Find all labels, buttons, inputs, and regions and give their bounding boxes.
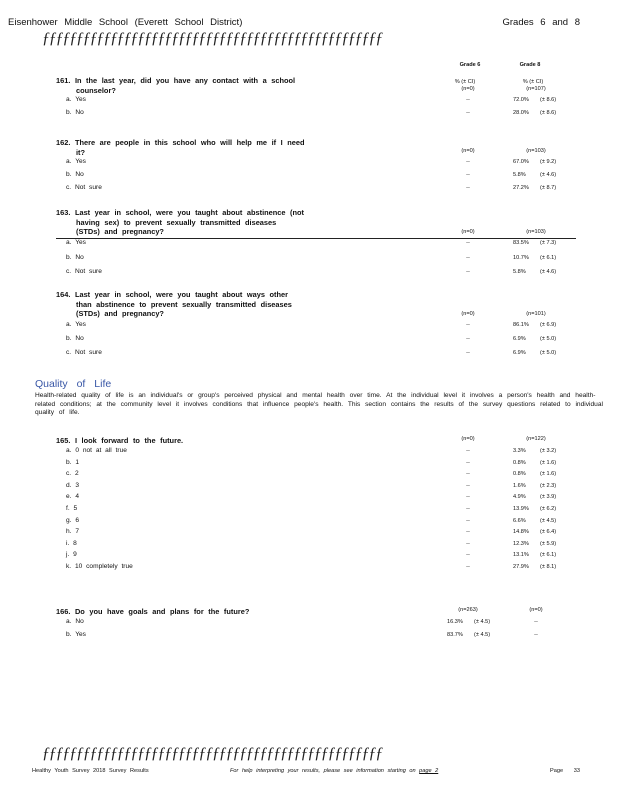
grade8-ci: (± 1.6) [540, 459, 557, 466]
footer-help-link[interactable]: page 2 [419, 768, 439, 774]
grade6-value: -- [466, 529, 470, 536]
question-text: counselor? [76, 85, 116, 95]
option-label: a. 0 not at all true [66, 447, 127, 454]
grade8-ci: (± 6.2) [540, 506, 557, 512]
grade6-value: -- [466, 159, 470, 165]
grade8-percent: 86.1% [513, 322, 529, 328]
grade8-percent: 13.9% [513, 506, 529, 512]
footer-survey-name: Healthy Youth Survey 2018 Survey Results [32, 768, 149, 774]
n-grade8: (n=0) [529, 607, 543, 613]
grade8-ci: (± 8.6) [540, 97, 557, 103]
option-label: i. 8 [66, 539, 77, 547]
n-grade8: (n=122) [526, 436, 546, 442]
col-ci-grade8: % (± CI) [522, 79, 544, 85]
question-text: 165. I look forward to the future. [56, 436, 184, 445]
option-label: a. Yes [66, 96, 86, 103]
n-grade6: (n=0) [461, 148, 475, 154]
row-divider [56, 238, 576, 239]
option-label: b. No [66, 109, 84, 116]
col-header-grade6: Grade 6 [459, 62, 481, 68]
grade6-value: -- [466, 494, 470, 501]
footer-page-number: 33 [573, 768, 580, 774]
col-header-grade8: Grade 8 [519, 62, 541, 68]
section-title: Quality of Life [35, 378, 112, 390]
n-grade8: (n=103) [526, 148, 546, 154]
grade8-percent: 13.1% [513, 552, 529, 559]
option-label: e. 4 [66, 493, 79, 501]
option-label: a. Yes [66, 239, 86, 246]
option-label: h. 7 [66, 528, 79, 536]
grade8-percent: 12.3% [513, 540, 529, 547]
grade8-ci: (± 4.5) [540, 517, 557, 524]
grade6-value: -- [466, 240, 470, 246]
grade6-value: -- [466, 506, 470, 512]
option-label: b. No [66, 335, 84, 342]
grade8-ci: (± 3.2) [540, 448, 557, 454]
grade8-ci: (± 5.0) [540, 336, 557, 342]
grade8-percent: 27.9% [513, 564, 529, 570]
footer-divider: ƒƒƒƒƒƒƒƒƒƒƒƒƒƒƒƒƒƒƒƒƒƒƒƒƒƒƒƒƒƒƒƒƒƒƒƒƒƒƒƒƒƒƒƒƒƒƒƒƒƒ [42, 745, 383, 762]
option-label: b. 1 [66, 458, 79, 466]
grade6-value: -- [466, 322, 470, 328]
n-grade8: (n=107) [526, 86, 546, 92]
grade8-ci: (± 4.6) [540, 269, 557, 275]
question-text: (STDs) and pregnancy? [76, 309, 164, 319]
grade8-percent: 6.9% [513, 336, 526, 342]
n-grade8: (n=101) [526, 311, 546, 317]
grade8-value: -- [534, 632, 538, 638]
option-label: a. Yes [66, 158, 86, 165]
option-label: b. No [66, 171, 84, 178]
grade8-ci: (± 7.3) [540, 240, 557, 246]
question-text: 163. Last year in school, were you taught about abstinence (not [56, 208, 304, 217]
grades-label: Grades 6 and 8 [502, 17, 580, 28]
grade8-percent: 72.0% [513, 97, 529, 103]
grade8-percent: 14.8% [513, 529, 529, 536]
grade8-percent: 67.0% [513, 159, 529, 165]
option-label: k. 10 completely true [66, 563, 133, 570]
grade8-value: -- [534, 619, 538, 625]
option-label: d. 3 [66, 481, 79, 489]
option-label: b. Yes [66, 631, 86, 638]
header-divider: ƒƒƒƒƒƒƒƒƒƒƒƒƒƒƒƒƒƒƒƒƒƒƒƒƒƒƒƒƒƒƒƒƒƒƒƒƒƒƒƒƒƒƒƒƒƒƒƒƒƒ [42, 30, 383, 47]
grade6-value: -- [466, 97, 470, 103]
grade6-value: -- [466, 336, 470, 342]
footer-page [550, 768, 580, 774]
question-text: it? [76, 147, 86, 157]
grade8-percent: 27.2% [513, 185, 529, 191]
grade8-ci: (± 9.2) [540, 159, 557, 165]
grade6-value: -- [466, 172, 470, 178]
grade6-value: -- [466, 110, 470, 116]
n-grade6: (n=263) [458, 607, 478, 613]
n-grade6: (n=0) [461, 229, 475, 235]
n-grade6: (n=0) [461, 311, 475, 317]
grade8-ci: (± 6.9) [540, 322, 557, 328]
grade6-value: -- [466, 350, 470, 356]
grade6-value: -- [466, 564, 470, 570]
grade6-value: -- [466, 471, 470, 478]
grade8-ci: (± 8.7) [540, 185, 557, 191]
grade8-percent: 4.9% [513, 494, 526, 501]
grade8-ci: (± 6.4) [540, 529, 557, 536]
option-label: j. 9 [66, 551, 77, 559]
question-text: 161. In the last year, did you have any contact with a school [56, 76, 296, 85]
option-label: c. Not sure [66, 268, 102, 275]
footer-help-text: For help interpreting your results, please see information starting on [230, 768, 416, 774]
grade8-ci: (± 2.3) [540, 482, 557, 489]
footer-page-label: Page [550, 768, 564, 774]
grade6-percent: 16.3% [447, 619, 463, 625]
grade6-value: -- [466, 269, 470, 275]
col-ci-grade6: % (± CI) [454, 79, 476, 85]
option-label: a. Yes [66, 321, 86, 328]
grade8-percent: 10.7% [513, 254, 529, 261]
grade6-value: -- [466, 552, 470, 559]
question-text: than abstinence to prevent sexually transmitted diseases [76, 299, 292, 309]
option-label: f. 5 [66, 505, 78, 512]
n-grade8: (n=103) [526, 229, 546, 235]
n-grade6: (n=0) [461, 436, 475, 442]
grade8-ci: (± 5.0) [540, 350, 557, 356]
grade6-value: -- [466, 185, 470, 191]
grade8-percent: 83.5% [513, 240, 529, 246]
section-paragraph: Health-related quality of life is an individual's or group's perceived physical and mental health over time. At the individual level it involves a person's health and health-related conditions; at the community level it involves conditions that influence people's health. This section contains the results of the survey questions related to individual quality of life. [35, 392, 603, 417]
option-label: c. Not sure [66, 184, 102, 191]
grade6-percent: 83.7% [447, 632, 463, 638]
footer-help [230, 768, 438, 774]
option-label: a. No [66, 618, 84, 625]
grade8-percent: 3.3% [513, 448, 526, 454]
grade8-ci: (± 4.6) [540, 172, 557, 178]
grade8-ci: (± 6.1) [540, 254, 557, 261]
question-text: 166. Do you have goals and plans for the future? [56, 607, 250, 616]
grade6-value: -- [466, 459, 470, 466]
grade8-ci: (± 8.1) [540, 564, 557, 570]
grade8-percent: 6.9% [513, 350, 526, 356]
grade8-percent: 5.8% [513, 172, 526, 178]
grade6-value: -- [466, 517, 470, 524]
grade8-ci: (± 8.6) [540, 110, 557, 116]
n-grade6: (n=0) [461, 86, 475, 92]
grade6-ci: (± 4.5) [474, 632, 491, 638]
grade6-ci: (± 4.5) [474, 619, 491, 625]
question-text: 164. Last year in school, were you taught about ways other [56, 290, 288, 299]
grade6-value: -- [466, 540, 470, 547]
grade8-percent: 0.8% [513, 459, 526, 466]
question-text: 162. There are people in this school who will help me if I need [56, 138, 305, 147]
school-title: Eisenhower Middle School (Everett School District) [8, 17, 243, 28]
option-label: g. 6 [66, 516, 79, 524]
question-text: having sex) to prevent sexually transmitted diseases [76, 217, 277, 227]
option-label: c. Not sure [66, 349, 102, 356]
grade8-percent: 0.8% [513, 471, 526, 478]
grade8-percent: 1.6% [513, 482, 526, 489]
grade6-value: -- [466, 448, 470, 454]
option-label: c. 2 [66, 470, 79, 478]
grade8-ci: (± 3.9) [540, 494, 557, 501]
grade8-ci: (± 1.6) [540, 471, 557, 478]
grade8-percent: 5.8% [513, 269, 526, 275]
grade6-value: -- [466, 254, 470, 261]
grade8-ci: (± 6.1) [540, 552, 557, 559]
grade6-value: -- [466, 482, 470, 489]
option-label: b. No [66, 253, 84, 261]
grade8-percent: 28.0% [513, 110, 529, 116]
grade8-ci: (± 5.9) [540, 540, 557, 547]
grade8-percent: 6.6% [513, 517, 526, 524]
question-text: (STDs) and pregnancy? [76, 227, 164, 237]
